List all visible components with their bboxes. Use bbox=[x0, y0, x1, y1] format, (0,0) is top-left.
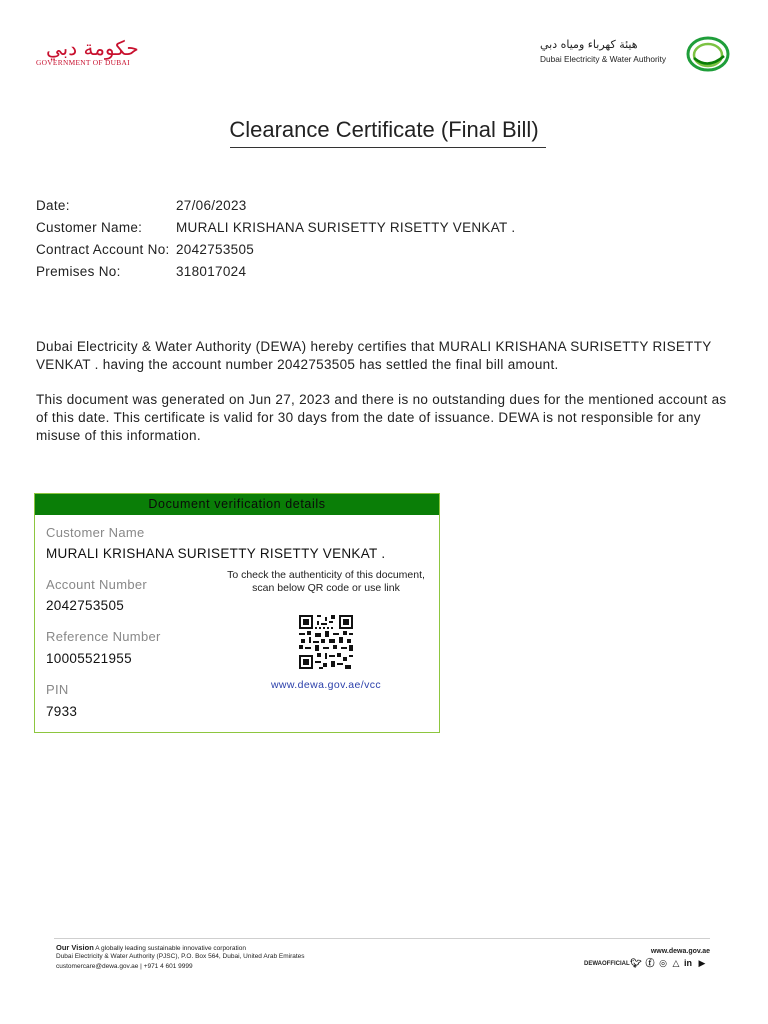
footer-vision-text: A globally leading sustainable innovative corporation bbox=[93, 945, 246, 952]
verify-account-number-label: Account Number bbox=[46, 577, 148, 592]
gov-logo-arabic-text: حكومة دبي bbox=[46, 36, 139, 60]
verification-header: Document verification details bbox=[35, 494, 439, 515]
authenticity-note-line1: To check the authenticity of this document, bbox=[227, 569, 425, 581]
snapchat-icon[interactable]: △ bbox=[672, 958, 680, 968]
verify-pin-label: PIN bbox=[46, 682, 69, 697]
youtube-icon[interactable]: ▶ bbox=[698, 958, 706, 968]
qr-code-icon[interactable] bbox=[299, 615, 353, 669]
dewa-logo-english-text: Dubai Electricity & Water Authority bbox=[540, 54, 667, 64]
customer-name-value: MURALI KRISHANA SURISETTY RISETTY VENKAT . bbox=[176, 220, 516, 235]
verify-reference-number-label: Reference Number bbox=[46, 629, 161, 644]
verification-link[interactable]: www.dewa.gov.ae/vcc bbox=[270, 679, 382, 691]
footer-social bbox=[584, 958, 712, 970]
linkedin-icon[interactable]: in bbox=[684, 958, 692, 968]
verify-reference-number-value: 10005521955 bbox=[46, 651, 132, 666]
contract-account-label: Contract Account No: bbox=[36, 242, 170, 257]
verify-pin-value: 7933 bbox=[46, 704, 78, 719]
footer-contact: customercare@dewa.gov.ae | +971 4 601 9999 bbox=[56, 963, 193, 970]
footer-social-label: DEWAOFFICIAL bbox=[584, 961, 630, 967]
footer-vision-label: Our Vision bbox=[56, 943, 94, 952]
generation-paragraph: This document was generated on Jun 27, 2023 and there is no outstanding dues for the mentioned account as of this date. This certificate is valid for 30 days from the date of issuance. DEWA is not responsible for any misuse of this information. bbox=[36, 392, 727, 443]
verify-customer-name-value: MURALI KRISHANA SURISETTY RISETTY VENKAT . bbox=[46, 546, 386, 561]
government-of-dubai-logo bbox=[36, 36, 139, 70]
dewa-logo-arabic-text: هيئة كهرباء ومياه دبي bbox=[540, 38, 638, 51]
date-label: Date: bbox=[36, 198, 70, 213]
premises-value: 318017024 bbox=[176, 264, 247, 279]
verify-account-number-value: 2042753505 bbox=[46, 598, 125, 613]
footer-divider bbox=[54, 938, 710, 939]
gov-logo-english-text: GOVERNMENT OF DUBAI bbox=[36, 58, 130, 67]
authenticity-note-line2: scan below QR code or use link bbox=[252, 582, 400, 594]
contract-account-value: 2042753505 bbox=[176, 242, 255, 257]
certification-paragraph: Dubai Electricity & Water Authority (DEWA) hereby certifies that MURALI KRISHANA SURISETTY RISETTY VENKAT . having the account number 2042753505 has settled the final bill amount. bbox=[36, 339, 712, 372]
dewa-logo bbox=[532, 36, 732, 72]
customer-name-label: Customer Name: bbox=[36, 220, 143, 235]
footer-address: Dubai Electricity & Water Authority (PJSC), P.O. Box 564, Dubai, United Arab Emirates bbox=[56, 953, 305, 960]
instagram-icon[interactable]: ◎ bbox=[659, 958, 667, 968]
premises-label: Premises No: bbox=[36, 264, 121, 279]
title-underline bbox=[230, 147, 546, 148]
footer-website[interactable]: www.dewa.gov.ae bbox=[650, 948, 710, 955]
facebook-icon[interactable]: ⓕ bbox=[645, 958, 655, 968]
verify-customer-name-label: Customer Name bbox=[46, 525, 145, 540]
footer-vision bbox=[56, 943, 246, 952]
dewa-swirl-icon bbox=[684, 36, 732, 72]
authenticity-note bbox=[211, 569, 441, 595]
verification-box bbox=[34, 493, 440, 733]
page-title: Clearance Certificate (Final Bill) bbox=[229, 117, 539, 142]
date-value: 27/06/2023 bbox=[176, 198, 247, 213]
twitter-icon[interactable]: 🐦︎ bbox=[630, 958, 642, 968]
